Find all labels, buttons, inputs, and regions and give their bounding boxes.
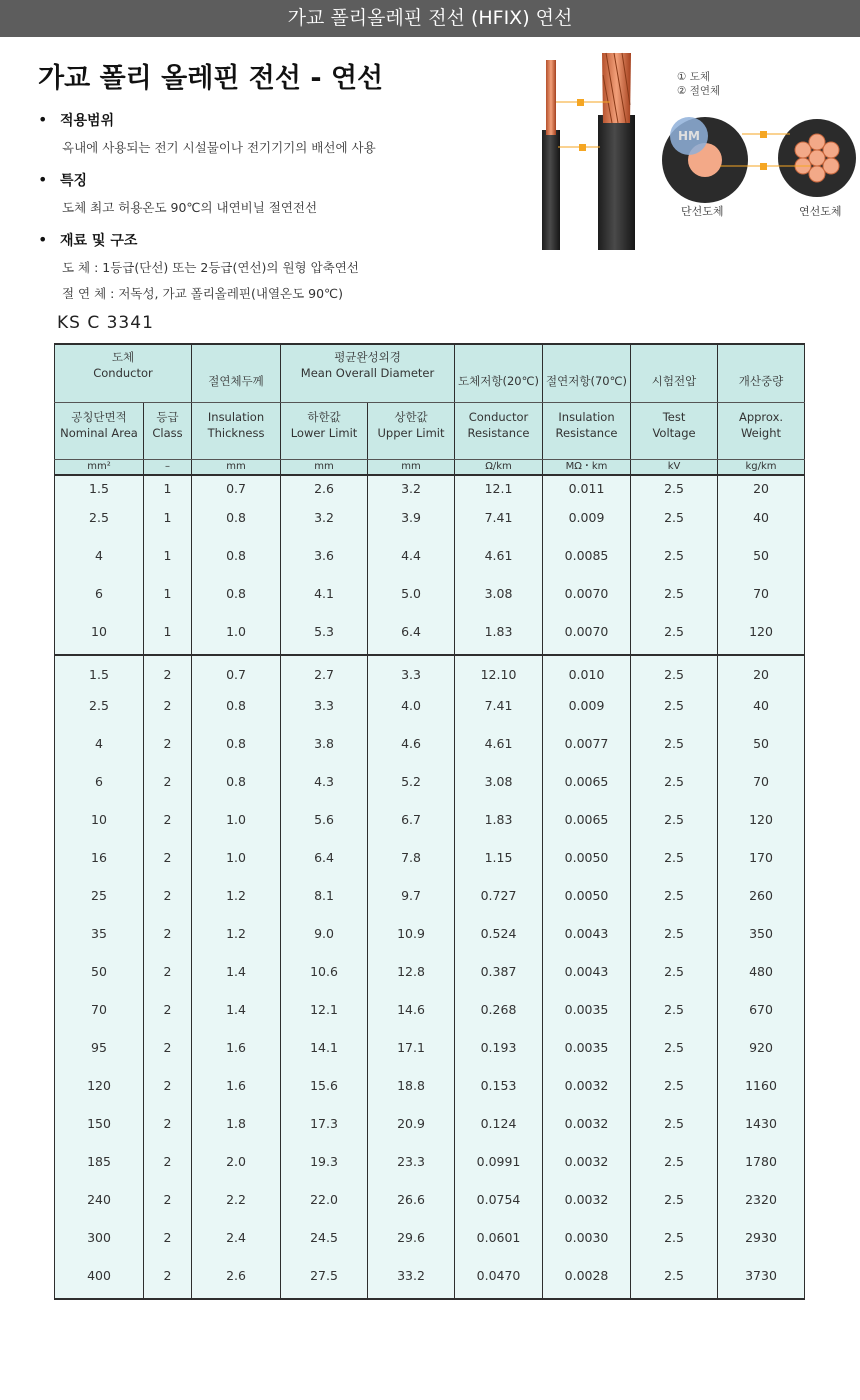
table-cell: 2.5 [631,475,718,505]
table-cell: 2 [144,1073,192,1111]
header-lower [281,403,368,460]
table-cell: 4.61 [455,543,543,581]
table-cell: 1.8 [192,1111,281,1149]
table-cell: 0.0035 [543,1035,631,1073]
header-weight [718,344,805,403]
table-row [55,997,805,1035]
table-row [55,1225,805,1263]
table-cell: 2.5 [631,1073,718,1111]
table-cell: 19.3 [281,1149,368,1187]
table-cell: 24.5 [281,1225,368,1263]
table-cell: 5.6 [281,807,368,845]
table-cell: 0.7 [192,655,281,693]
table-cell: 7.8 [368,845,455,883]
table-cell: 1.5 [55,475,144,505]
bullet-icon: • [38,230,48,249]
table-cell: 2 [144,1111,192,1149]
table-cell: 23.3 [368,1149,455,1187]
section-text: 도체 최고 허용온도 90℃의 내연비닐 절연전선 [62,200,318,215]
table-cell: 0.011 [543,475,631,505]
caption-solid: 단선도체 [681,205,724,218]
table-cell: 1.83 [455,619,543,655]
table-row [55,1111,805,1149]
table-cell: 0.8 [192,769,281,807]
logo-text: HM [678,129,700,143]
table-cell: 14.1 [281,1035,368,1073]
section-heading: 특징 [60,173,88,189]
table-cell: 185 [55,1149,144,1187]
table-cell: 0.153 [455,1073,543,1111]
header-text: 도체저항(20℃) [458,373,539,388]
table-cell: 17.1 [368,1035,455,1073]
table-cell: 0.0991 [455,1149,543,1187]
unit-cell: kV [631,460,718,476]
table-cell: 0.8 [192,731,281,769]
table-cell: 2.6 [192,1263,281,1299]
header-voltage [631,344,718,403]
table-cell: 0.8 [192,693,281,731]
table-cell: 2 [144,731,192,769]
table-cell: 95 [55,1035,144,1073]
header-weight-en [718,403,805,460]
table-cell: 6 [55,581,144,619]
table-cell: 2.5 [631,845,718,883]
table-cell: 2.5 [631,693,718,731]
table-cell: 0.0601 [455,1225,543,1263]
table-cell: 1.4 [192,959,281,997]
table-cell: 0.8 [192,581,281,619]
page-title: 가교 폴리 올레핀 전선 - 연선 [38,63,384,94]
section-heading: 적용범위 [60,113,115,129]
header-text: 공칭단면적 [71,410,127,424]
table-cell: 0.010 [543,655,631,693]
table-cell: 26.6 [368,1187,455,1225]
table-cell: 5.2 [368,769,455,807]
table-cell: 480 [718,959,805,997]
table-cell: 35 [55,921,144,959]
header-text: Nominal Area [60,426,138,440]
table-cell: 1430 [718,1111,805,1149]
header-mean-od [281,344,455,403]
table-cell: 3.9 [368,505,455,543]
table-cell: 1.4 [192,997,281,1035]
table-cell: 0.387 [455,959,543,997]
section-features [38,170,317,216]
table-cell: 3.08 [455,769,543,807]
header-nominal [55,403,144,460]
table-cell: 2.5 [631,655,718,693]
table-cell: 150 [55,1111,144,1149]
table-cell: 4.3 [281,769,368,807]
table-cell: 2320 [718,1187,805,1225]
header-text: Approx. [738,410,784,424]
table-row [55,581,805,619]
table-cell: 4 [55,543,144,581]
header-text: Thickness [207,426,265,440]
table-cell: 120 [718,619,805,655]
table-cell: 7.41 [455,505,543,543]
table-cell: 2 [144,655,192,693]
header-text: 상한값 [394,410,428,424]
caption-stranded: 연선도체 [799,205,842,218]
table-cell: 50 [55,959,144,997]
table-cell: 2 [144,1149,192,1187]
table-cell: 2 [144,997,192,1035]
table-cell: 1.2 [192,883,281,921]
table-cell: 10 [55,807,144,845]
unit-cell: – [144,460,192,476]
table-cell: 0.0050 [543,845,631,883]
table-cell: 33.2 [368,1263,455,1299]
table-cell: 2.5 [55,693,144,731]
table-cell: 12.10 [455,655,543,693]
table-cell: 3.2 [368,475,455,505]
table-cell: 0.0032 [543,1111,631,1149]
table-cell: 2.5 [631,807,718,845]
table-cell: 0.524 [455,921,543,959]
table-cell: 0.0085 [543,543,631,581]
table-cell: 2.7 [281,655,368,693]
table-cell: 2.5 [631,1111,718,1149]
header-insulation-en [543,403,631,460]
table-cell: 1.0 [192,807,281,845]
standard-label: KS C 3341 [57,313,154,333]
table-cell: 0.727 [455,883,543,921]
table-row [55,505,805,543]
table-cell: 70 [718,581,805,619]
table-cell: 240 [55,1187,144,1225]
table-cell: 29.6 [368,1225,455,1263]
table-cell: 2930 [718,1225,805,1263]
table-row [55,619,805,655]
table-cell: 2.5 [631,883,718,921]
table-cell: 0.0043 [543,959,631,997]
header-text: 등급 [156,410,179,424]
table-cell: 2 [144,1187,192,1225]
table-cell: 1 [144,543,192,581]
table-cell: 2.5 [55,505,144,543]
table-row [55,693,805,731]
table-cell: 2.5 [631,1263,718,1299]
table-cell: 4.1 [281,581,368,619]
table-cell: 1.5 [55,655,144,693]
table-cell: 3.3 [368,655,455,693]
header-text: Insulation [207,410,265,424]
section-heading: 재료 및 구조 [60,233,138,249]
table-cell: 2.5 [631,581,718,619]
header-resistance-en [455,403,543,460]
section-text: 절 연 체 : 저독성, 가교 폴리올레핀(내열온도 90℃) [62,286,343,301]
table-cell: 16 [55,845,144,883]
table-cell: 40 [718,693,805,731]
table-cell: 1780 [718,1149,805,1187]
table-row [55,921,805,959]
table-cell: 20 [718,655,805,693]
table-cell: 4 [55,731,144,769]
table-cell: 22.0 [281,1187,368,1225]
header-text: Insulation [558,410,615,424]
table-cell: 10 [55,619,144,655]
table-cell: 20.9 [368,1111,455,1149]
table-cell: 0.7 [192,475,281,505]
unit-cell: kg/km [718,460,805,476]
table-row [55,1263,805,1299]
table-cell: 18.8 [368,1073,455,1111]
table-cell: 0.124 [455,1111,543,1149]
header-text: Lower Limit [290,426,358,440]
table-cell: 0.8 [192,505,281,543]
table-cell: 2.0 [192,1149,281,1187]
table-cell: 3.2 [281,505,368,543]
table-cell: 0.268 [455,997,543,1035]
table-cell: 50 [718,543,805,581]
header-conductor [55,344,192,403]
table-cell: 0.0032 [543,1187,631,1225]
table-cell: 25 [55,883,144,921]
table-cell: 1 [144,475,192,505]
table-cell: 2.5 [631,921,718,959]
table-cell: 17.3 [281,1111,368,1149]
header-text: Mean Overall Diameter [300,366,435,380]
table-cell: 1.0 [192,619,281,655]
table-cell: 2 [144,845,192,883]
table-cell: 50 [718,731,805,769]
table-cell: 2.5 [631,1225,718,1263]
table-cell: 0.0028 [543,1263,631,1299]
spec-table [54,343,805,1300]
table-cell: 1.6 [192,1035,281,1073]
table-row [55,769,805,807]
header-text: Weight [740,426,782,440]
table-cell: 5.3 [281,619,368,655]
table-cell: 2.5 [631,1149,718,1187]
table-cell: 0.0754 [455,1187,543,1225]
table-row [55,731,805,769]
header-text: 절연체두께 [208,373,264,388]
table-row [55,883,805,921]
table-row [55,845,805,883]
section-scope [38,110,376,156]
table-cell: 260 [718,883,805,921]
header-resistance [455,344,543,403]
unit-cell: mm [281,460,368,476]
unit-cell: mm² [55,460,144,476]
table-cell: 0.0065 [543,807,631,845]
table-cell: 0.009 [543,693,631,731]
table-cell: 0.0043 [543,921,631,959]
table-cell: 4.61 [455,731,543,769]
header-text: 시험전압 [651,373,697,388]
table-cell: 1160 [718,1073,805,1111]
banner-title: 가교 폴리올레핀 전선 (HFIX) 연선 [287,7,573,29]
header-text: 절연저항(70℃) [546,373,627,388]
unit-cell: mm [368,460,455,476]
table-cell: 6.4 [368,619,455,655]
table-cell: 3.8 [281,731,368,769]
table-cell: 70 [55,997,144,1035]
table-cell: 2.5 [631,543,718,581]
section-text: 도 체 : 1등급(단선) 또는 2등급(연선)의 원형 압축연선 [62,260,359,275]
table-cell: 2 [144,807,192,845]
table-cell: 2 [144,1263,192,1299]
table-cell: 6 [55,769,144,807]
table-cell: 1.2 [192,921,281,959]
table-cell: 400 [55,1263,144,1299]
table-cell: 5.0 [368,581,455,619]
table-cell: 10.6 [281,959,368,997]
legend-item: ① 도체 [677,71,711,83]
unit-cell: MΩ・km [543,460,631,476]
table-cell: 2.5 [631,731,718,769]
table-cell: 0.0032 [543,1073,631,1111]
table-cell: 40 [718,505,805,543]
table-cell: 2 [144,959,192,997]
table-cell: 2.5 [631,997,718,1035]
table-cell: 1 [144,505,192,543]
table-cell: 3730 [718,1263,805,1299]
header-thickness [192,344,281,403]
table-cell: 120 [718,807,805,845]
header-text: 개산중량 [738,373,784,388]
table-row [55,543,805,581]
header-text: Upper Limit [377,426,445,440]
table-cell: 3.08 [455,581,543,619]
table-cell: 0.0070 [543,581,631,619]
bullet-icon: • [38,170,48,189]
table-cell: 2 [144,769,192,807]
table-cell: 70 [718,769,805,807]
table-cell: 4.0 [368,693,455,731]
table-cell: 0.0070 [543,619,631,655]
table-row [55,1073,805,1111]
table-cell: 0.0470 [455,1263,543,1299]
table-cell: 2 [144,921,192,959]
table-cell: 12.1 [455,475,543,505]
top-banner [0,0,860,37]
table-cell: 670 [718,997,805,1035]
table-cell: 0.0077 [543,731,631,769]
table-cell: 6.7 [368,807,455,845]
header-text: 하한값 [307,410,341,424]
table-cell: 1.6 [192,1073,281,1111]
table-cell: 4.6 [368,731,455,769]
unit-cell: Ω/km [455,460,543,476]
table-cell: 0.193 [455,1035,543,1073]
table-row [55,959,805,997]
header-text: Test [662,410,686,424]
table-cell: 4.4 [368,543,455,581]
table-cell: 2 [144,693,192,731]
table-cell: 9.7 [368,883,455,921]
table-cell: 350 [718,921,805,959]
table-cell: 1 [144,619,192,655]
table-cell: 10.9 [368,921,455,959]
table-cell: 2 [144,1035,192,1073]
header-text: Conductor [468,410,529,424]
unit-cell: mm [192,460,281,476]
header-class [144,403,192,460]
spec-table-body [55,475,805,1299]
bullet-icon: • [38,110,48,129]
header-text: 평균완성외경 [334,350,401,364]
header-text: 도체 [111,350,135,364]
table-cell: 3.6 [281,543,368,581]
section-text: 옥내에 사용되는 전기 시설물이나 전기기기의 배선에 사용 [62,140,376,155]
table-cell: 2.2 [192,1187,281,1225]
table-cell: 1.0 [192,845,281,883]
table-cell: 1.15 [455,845,543,883]
table-cell: 0.0030 [543,1225,631,1263]
table-cell: 2.5 [631,1187,718,1225]
table-cell: 0.0050 [543,883,631,921]
table-cell: 2 [144,883,192,921]
table-cell: 8.1 [281,883,368,921]
table-cell: 1 [144,581,192,619]
table-cell: 6.4 [281,845,368,883]
table-cell: 14.6 [368,997,455,1035]
table-row [55,655,805,693]
table-row [55,1187,805,1225]
header-text: Resistance [467,426,530,440]
table-cell: 7.41 [455,693,543,731]
header-text: Conductor [93,366,153,380]
header-insulation [543,344,631,403]
table-cell: 300 [55,1225,144,1263]
illustration-legend [677,70,720,98]
table-cell: 2.4 [192,1225,281,1263]
table-cell: 2.5 [631,505,718,543]
table-cell: 0.0032 [543,1149,631,1187]
header-text: Voltage [652,426,696,440]
table-cell: 0.0065 [543,769,631,807]
table-cell: 920 [718,1035,805,1073]
table-cell: 20 [718,475,805,505]
legend-item: ② 절연체 [677,85,721,97]
table-cell: 0.8 [192,543,281,581]
table-cell: 120 [55,1073,144,1111]
table-cell: 2 [144,1225,192,1263]
table-cell: 12.1 [281,997,368,1035]
header-voltage-en [631,403,718,460]
table-cell: 2.6 [281,475,368,505]
table-row [55,1035,805,1073]
table-cell: 2.5 [631,619,718,655]
header-text: Resistance [555,426,618,440]
table-cell: 15.6 [281,1073,368,1111]
table-cell: 12.8 [368,959,455,997]
table-row [55,1149,805,1187]
table-cell: 0.009 [543,505,631,543]
section-material [38,230,359,302]
table-cell: 27.5 [281,1263,368,1299]
table-cell: 2.5 [631,959,718,997]
header-text: Class [152,426,183,440]
table-cell: 170 [718,845,805,883]
table-cell: 9.0 [281,921,368,959]
table-row [55,475,805,505]
hm-logo [670,117,708,155]
table-cell: 1.83 [455,807,543,845]
table-cell: 0.0035 [543,997,631,1035]
table-cell: 2.5 [631,769,718,807]
header-thickness-en [192,403,281,460]
table-row [55,807,805,845]
table-cell: 3.3 [281,693,368,731]
header-upper [368,403,455,460]
table-cell: 2.5 [631,1035,718,1073]
